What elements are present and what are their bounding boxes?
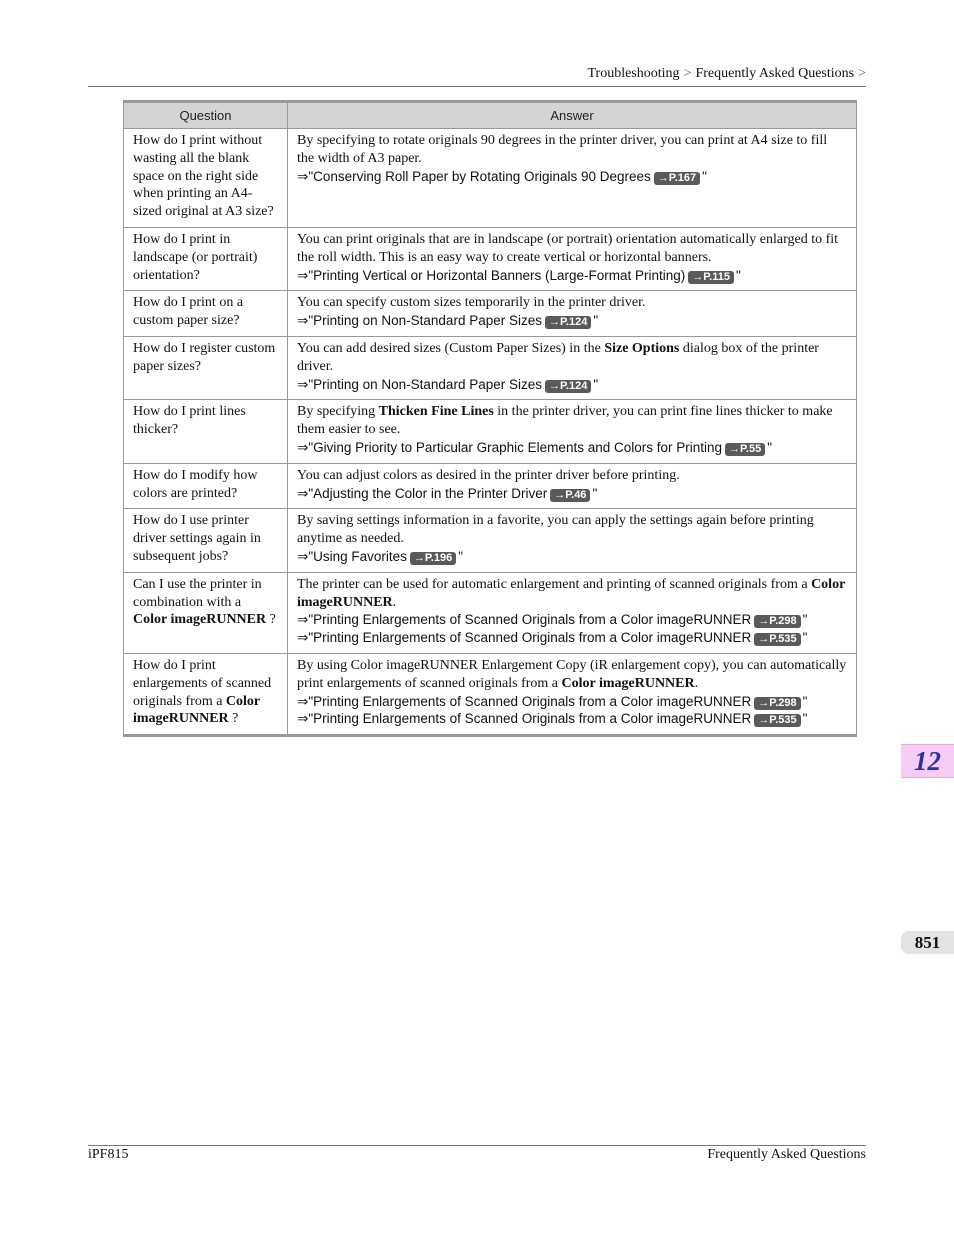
answer-text-block <box>297 231 847 267</box>
running-footer <box>88 1145 866 1163</box>
cross-reference-link[interactable] <box>297 611 847 629</box>
answer-text: By specifying to rotate originals 90 degrees in the printer driver, you can print at A4 size to fill the width of A3 paper. <box>297 133 828 166</box>
arrow-icon: ⇒ <box>297 168 309 184</box>
cross-reference-link[interactable] <box>297 693 847 711</box>
link-title[interactable]: "Using Favorites <box>308 548 407 564</box>
question-text: How do I print lines thicker? <box>133 404 246 438</box>
page-reference-badge[interactable]: →P.124 <box>545 380 591 393</box>
question-text: How do I use printer driver settings again in subsequent jobs? <box>133 513 261 564</box>
page-reference-badge[interactable]: →P.124 <box>545 316 591 329</box>
answer-text-block <box>297 132 847 168</box>
arrow-icon: ⇒ <box>297 313 309 329</box>
answer-text: dialog box of the printer driver. <box>297 340 819 374</box>
footer-section: Frequently Asked Questions <box>707 1147 866 1162</box>
column-header-question: Question <box>124 102 288 129</box>
link-close-quote: " <box>702 168 707 184</box>
page-reference-badge[interactable]: →P.196 <box>410 552 456 565</box>
column-header-answer: Answer <box>288 102 857 129</box>
question-product-name: Color imageRUNNER <box>133 693 260 727</box>
question-text: How do I print in landscape (or portrait) orientation? <box>133 231 258 283</box>
answer-text: . <box>694 675 699 691</box>
table-row <box>124 400 857 463</box>
table-row <box>124 336 857 399</box>
answer-text: You can print originals that are in landscape (or portrait) orientation automatically enlarged to fit the roll width. This is an easy way to create vertical or horizontal banners. <box>297 231 839 265</box>
cross-reference-link[interactable] <box>297 439 847 457</box>
cross-reference-link[interactable] <box>297 710 847 728</box>
link-title[interactable]: "Printing Enlargements of Scanned Originals from a Color imageRUNNER <box>308 612 752 628</box>
question-text: How do I print on a custom paper size? <box>133 295 244 329</box>
page-reference-badge[interactable]: →P.298 <box>754 615 800 628</box>
table-row <box>124 509 857 572</box>
link-title[interactable]: "Printing on Non-Standard Paper Sizes <box>308 313 542 329</box>
question-text: ? <box>266 612 276 628</box>
answer-cell <box>288 463 857 509</box>
answer-emphasis: Size Options <box>604 340 680 356</box>
answer-text: You can specify custom sizes temporarily in the printer driver. <box>297 295 646 311</box>
link-close-quote: " <box>593 376 599 392</box>
answer-text-block <box>297 340 847 376</box>
cross-reference-link[interactable] <box>297 485 847 503</box>
running-header <box>88 66 866 87</box>
answer-cell <box>288 291 857 337</box>
answer-text: in the printer driver, you can print fine lines thicker to make them easier to see. <box>297 404 833 438</box>
page-number: 851 <box>901 931 954 954</box>
link-title[interactable]: "Conserving Roll Paper by Rotating Originals 90 Degrees <box>308 168 651 184</box>
answer-text: The printer can be used for automatic enlargement and printing of scanned originals from a <box>297 576 812 592</box>
table-header-row <box>124 102 857 129</box>
answer-cell <box>288 653 857 735</box>
answer-text: By saving settings information in a favorite, you can apply the settings again before printing anytime as needed. <box>297 513 814 547</box>
answer-text: . <box>392 594 397 610</box>
breadcrumb-separator: > <box>683 66 692 81</box>
answer-cell <box>288 336 857 399</box>
question-product-name: Color imageRUNNER <box>133 612 267 628</box>
answer-text: By using Color imageRUNNER Enlargement Copy (iR enlargement copy), you can automatically print enlargements of scanned originals from a <box>297 657 847 691</box>
arrow-icon: ⇒ <box>297 376 309 392</box>
link-close-quote: " <box>593 313 599 329</box>
answer-cell <box>288 129 857 228</box>
arrow-icon: ⇒ <box>297 630 309 646</box>
link-close-quote: " <box>767 439 773 455</box>
answer-text-block <box>297 512 847 548</box>
link-close-quote: " <box>802 693 808 709</box>
answer-text: You can add desired sizes (Custom Paper Sizes) in the <box>297 340 605 356</box>
answer-cell <box>288 509 857 572</box>
cross-reference-link[interactable] <box>297 312 847 330</box>
question-text: How do I print without wasting all the blank space on the right side when printing an A4-sized original at A3 size? <box>133 133 274 220</box>
answer-emphasis: Color imageRUNNER <box>561 675 695 691</box>
arrow-icon: ⇒ <box>297 267 309 283</box>
page-reference-badge[interactable]: →P.55 <box>725 443 765 456</box>
footer-model: iPF815 <box>88 1147 129 1162</box>
arrow-icon: ⇒ <box>297 439 309 455</box>
faq-table <box>123 100 857 737</box>
question-cell <box>124 509 288 572</box>
breadcrumb-separator: > <box>858 66 866 81</box>
table-row <box>124 572 857 653</box>
page-reference-badge[interactable]: →P.46 <box>550 489 590 502</box>
question-text: How do I register custom paper sizes? <box>133 340 276 374</box>
arrow-icon: ⇒ <box>297 612 309 628</box>
link-title[interactable]: "Printing on Non-Standard Paper Sizes <box>308 376 542 392</box>
link-title[interactable]: "Printing Enlargements of Scanned Originals from a Color imageRUNNER <box>308 693 752 709</box>
page-reference-badge[interactable]: →P.115 <box>688 271 734 284</box>
page-reference-badge[interactable]: →P.535 <box>754 633 800 646</box>
link-close-quote: " <box>802 630 808 646</box>
question-text: Can I use the printer in combination with a <box>133 576 262 610</box>
link-close-quote: " <box>802 612 808 628</box>
arrow-icon: ⇒ <box>297 693 309 709</box>
question-cell <box>124 572 288 653</box>
answer-text-block <box>297 657 847 693</box>
cross-reference-link[interactable] <box>297 376 847 394</box>
question-cell <box>124 291 288 337</box>
chapter-tab[interactable]: 12 <box>901 744 954 778</box>
arrow-icon: ⇒ <box>297 485 309 501</box>
answer-text: By specifying <box>297 404 379 420</box>
link-title[interactable]: "Printing Enlargements of Scanned Originals from a Color imageRUNNER <box>308 711 752 727</box>
link-title[interactable]: "Giving Priority to Particular Graphic Elements and Colors for Printing <box>308 439 723 455</box>
question-text: How do I modify how colors are printed? <box>133 467 258 501</box>
cross-reference-link[interactable] <box>297 267 847 285</box>
link-title[interactable]: "Adjusting the Color in the Printer Driver <box>308 485 548 501</box>
breadcrumb-troubleshooting[interactable]: Troubleshooting <box>587 66 680 81</box>
answer-text-block <box>297 467 847 485</box>
link-title[interactable]: "Printing Vertical or Horizontal Banners (Large-Format Printing) <box>308 267 686 283</box>
breadcrumb-faq[interactable]: Frequently Asked Questions <box>695 66 855 81</box>
question-text: How do I print enlargements of scanned originals from a <box>133 657 272 709</box>
question-cell <box>124 463 288 509</box>
question-cell <box>124 129 288 228</box>
answer-text-block <box>297 576 847 612</box>
answer-text: You can adjust colors as desired in the printer driver before printing. <box>297 467 680 483</box>
arrow-icon: ⇒ <box>297 548 309 564</box>
question-cell <box>124 653 288 735</box>
faq-table-body <box>124 129 857 736</box>
question-cell <box>124 227 288 290</box>
link-close-quote: " <box>802 711 808 727</box>
table-row <box>124 463 857 509</box>
answer-text-block <box>297 294 847 312</box>
table-row <box>124 291 857 337</box>
question-cell <box>124 336 288 399</box>
link-close-quote: " <box>458 548 464 564</box>
answer-cell <box>288 227 857 290</box>
link-title[interactable]: "Printing Enlargements of Scanned Originals from a Color imageRUNNER <box>308 630 752 646</box>
answer-emphasis: Color imageRUNNER <box>297 576 846 610</box>
table-row <box>124 227 857 290</box>
answer-cell <box>288 572 857 653</box>
arrow-icon: ⇒ <box>297 711 309 727</box>
cross-reference-link[interactable] <box>297 548 847 566</box>
answer-cell <box>288 400 857 463</box>
answer-emphasis: Thicken Fine Lines <box>378 404 494 420</box>
page-reference-badge[interactable]: →P.535 <box>754 714 800 727</box>
question-text: ? <box>228 711 239 727</box>
link-close-quote: " <box>592 485 598 501</box>
table-row <box>124 653 857 735</box>
link-close-quote: " <box>736 267 741 283</box>
page-reference-badge[interactable]: →P.167 <box>654 172 700 185</box>
cross-reference-link[interactable] <box>297 168 847 186</box>
answer-text-block <box>297 403 847 439</box>
cross-reference-link[interactable] <box>297 629 847 647</box>
page-reference-badge[interactable]: →P.298 <box>754 697 800 710</box>
question-cell <box>124 400 288 463</box>
table-row <box>124 129 857 228</box>
